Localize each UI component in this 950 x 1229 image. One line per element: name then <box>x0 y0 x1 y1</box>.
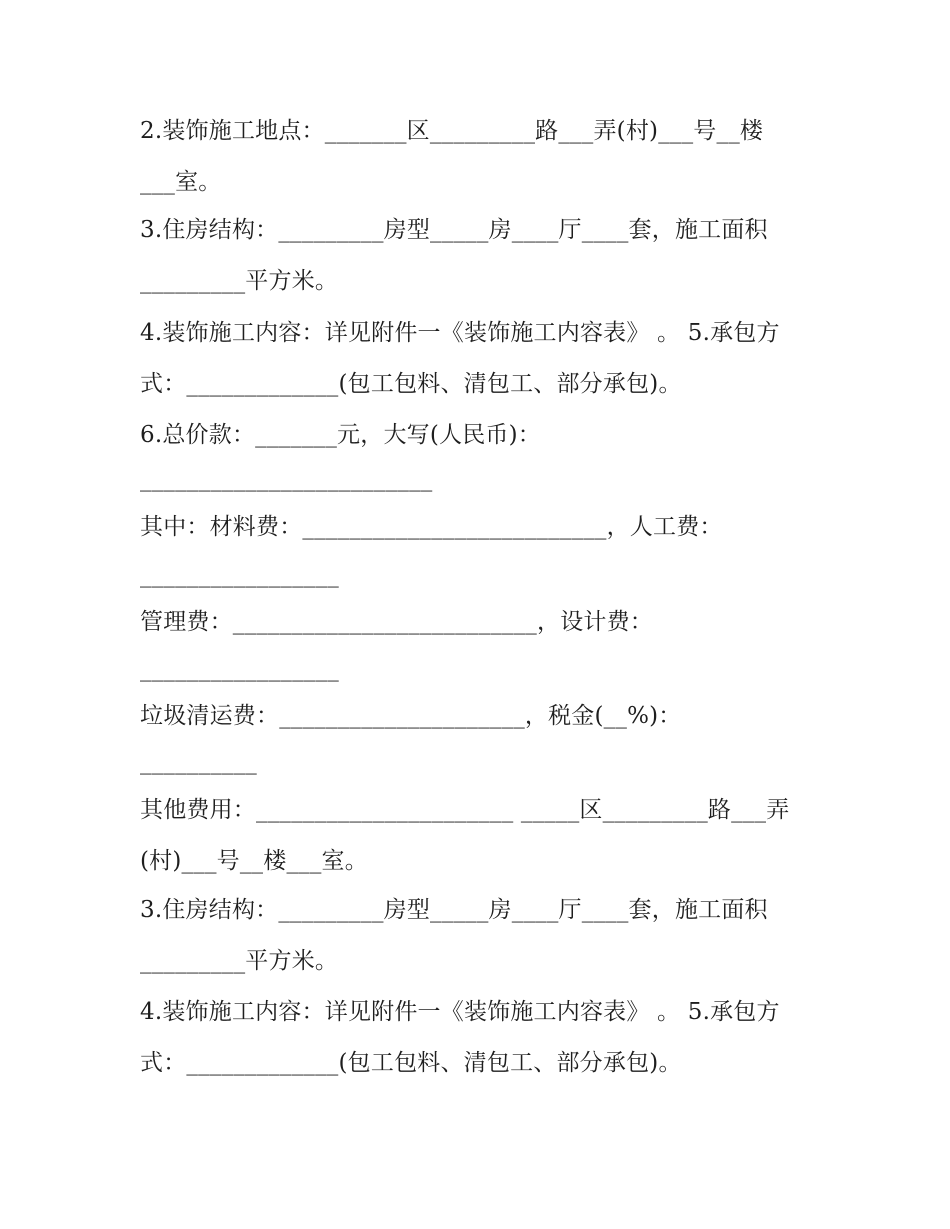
line-garbage-tax-fee: 垃圾清运费：_____________________，税金(__%)： <box>140 703 682 729</box>
line-housing-structure: 3.住房结构：_________房型_____房____厅____套，施工面积 <box>140 217 768 243</box>
line-other-fees-cont: (村)___号__楼___室。 <box>140 848 368 874</box>
line-labor-fee-blank: _________________ <box>140 562 339 588</box>
line-construction-location-cont: ___室。 <box>140 169 222 195</box>
line-construction-content-repeat: 4.装饰施工内容：详见附件一《装饰施工内容表》 。 5.承包方 <box>140 999 780 1025</box>
line-total-price-blank: _________________________ <box>140 466 433 492</box>
line-total-price: 6.总价款：_______元，大写(人民币)： <box>140 422 541 448</box>
line-housing-structure-cont: _________平方米。 <box>140 268 339 294</box>
line-management-design-fee: 管理费：__________________________，设计费： <box>140 609 653 635</box>
line-housing-structure-repeat-cont: _________平方米。 <box>140 948 339 974</box>
line-other-fees: 其他费用：______________________ _____区_________路___弄 <box>140 797 790 823</box>
line-housing-structure-repeat: 3.住房结构：_________房型_____房____厅____套，施工面积 <box>140 897 768 923</box>
line-construction-location: 2.装饰施工地点：_______区_________路___弄(村)___号__楼 <box>140 118 764 144</box>
line-tax-blank: __________ <box>140 749 257 775</box>
line-contract-method-repeat: 式：_____________(包工包料、清包工、部分承包)。 <box>140 1050 682 1076</box>
line-design-fee-blank: _________________ <box>140 656 339 682</box>
line-material-labor-fee: 其中：材料费：__________________________，人工费： <box>140 514 723 540</box>
line-contract-method: 式：_____________(包工包料、清包工、部分承包)。 <box>140 371 682 397</box>
line-construction-content: 4.装饰施工内容：详见附件一《装饰施工内容表》 。 5.承包方 <box>140 320 780 346</box>
